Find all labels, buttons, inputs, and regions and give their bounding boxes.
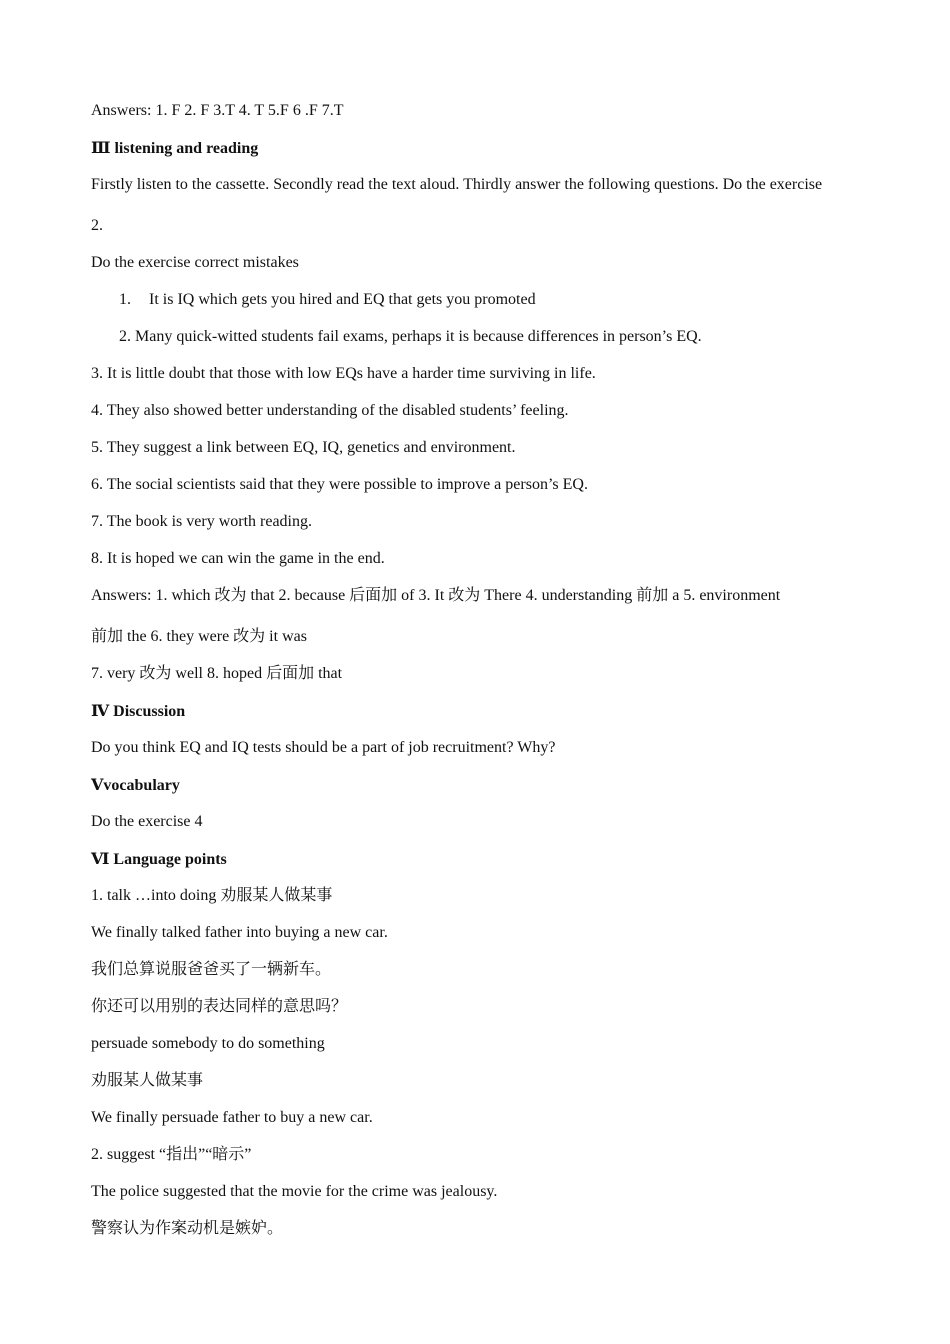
answers-line-2-cont: 前加 the 6. they were 改为 it was — [91, 628, 307, 645]
list-item: 8. It is hoped we can win the game in the end. — [91, 550, 385, 567]
roman-numeral-6: Ⅵ — [91, 849, 110, 868]
listening-instructions: Firstly listen to the cassette. Secondly read the text aloud. Thirdly answer the following questions. Do the exercise — [91, 176, 823, 193]
section-title-listening: listening and reading — [110, 140, 259, 157]
section-title-vocabulary: vocabulary — [103, 777, 180, 794]
example-translation: 我们总算说服爸爸买了一辆新车。 — [91, 961, 332, 978]
list-item-number: 1. — [119, 291, 131, 308]
list-item: 7. The book is very worth reading. — [91, 513, 312, 530]
list-item: 5. They suggest a link between EQ, IQ, genetics and environment. — [91, 439, 516, 456]
alternative-translation: 劝服某人做某事 — [91, 1072, 204, 1089]
alternative-example: We finally persuade father to buy a new car. — [91, 1109, 373, 1126]
list-item: 4. They also showed better understanding of the disabled students’ feeling. — [91, 402, 569, 419]
discussion-question: Do you think EQ and IQ tests should be a part of job recruitment? Why? — [91, 739, 556, 756]
correct-mistakes-title: Do the exercise correct mistakes — [91, 254, 299, 271]
vocabulary-instructions: Do the exercise 4 — [91, 813, 203, 830]
language-point-2: 2. suggest “指出”“暗示” — [91, 1146, 252, 1163]
section-heading-vocabulary — [91, 770, 871, 807]
example-sentence: We finally talked father into buying a new car. — [91, 924, 388, 941]
example-sentence: The police suggested that the movie for the crime was jealousy. — [91, 1183, 498, 1200]
language-point-1: 1. talk …into doing 劝服某人做某事 — [91, 887, 333, 904]
list-item — [91, 285, 871, 322]
answers-line-1: Answers: 1. F 2. F 3.T 4. T 5.F 6 .F 7.T — [91, 102, 344, 119]
section-title-language-points: Language points — [109, 851, 227, 868]
list-item: 6. The social scientists said that they were possible to improve a person’s EQ. — [91, 476, 588, 493]
section-heading-language-points — [91, 844, 871, 881]
section-heading-listening — [91, 133, 871, 170]
roman-numeral-4: Ⅳ — [91, 701, 110, 720]
listening-instructions-cont: 2. — [91, 217, 103, 234]
list-item: 3. It is little doubt that those with low EQs have a harder time surviving in life. — [91, 365, 596, 382]
answers-line-2-cont2: 7. very 改为 well 8. hoped 后面加 that — [91, 665, 343, 682]
question-line: 你还可以用别的表达同样的意思吗？ — [91, 998, 348, 1015]
list-item-text: It is IQ which gets you hired and EQ that gets you promoted — [149, 291, 536, 308]
section-title-discussion: Discussion — [109, 703, 186, 720]
document-page — [91, 96, 871, 1251]
section-heading-discussion — [91, 696, 871, 733]
alternative-expression: persuade somebody to do something — [91, 1035, 325, 1052]
roman-numeral-3: Ⅲ — [91, 138, 111, 157]
roman-numeral-5: Ⅴ — [91, 775, 104, 794]
example-translation: 警察认为作案动机是嫉妒。 — [91, 1220, 284, 1237]
list-item: 2. Many quick-witted students fail exams, perhaps it is because differences in person’s EQ. — [119, 328, 702, 345]
answers-line-2: Answers: 1. which 改为 that 2. because 后面加 of 3. It 改为 There 4. understanding 前加 a 5. environment — [91, 587, 781, 604]
